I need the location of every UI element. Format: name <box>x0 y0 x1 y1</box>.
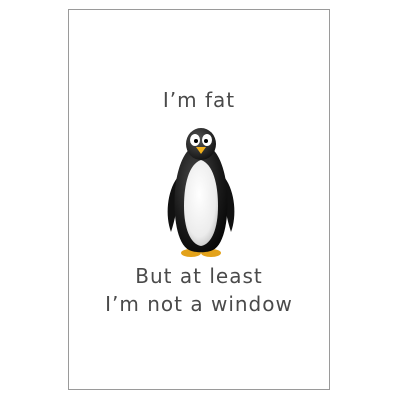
bottom-caption-line-1: But at least <box>135 264 263 288</box>
poster-card <box>68 9 330 390</box>
penguin-icon <box>163 120 239 260</box>
penguin-head <box>186 128 216 160</box>
bottom-caption-line-2: I’m not a window <box>105 292 293 316</box>
right-pupil <box>204 139 208 143</box>
top-caption: I’m fat <box>162 88 236 112</box>
left-pupil <box>194 139 198 143</box>
bottom-caption <box>69 262 329 318</box>
